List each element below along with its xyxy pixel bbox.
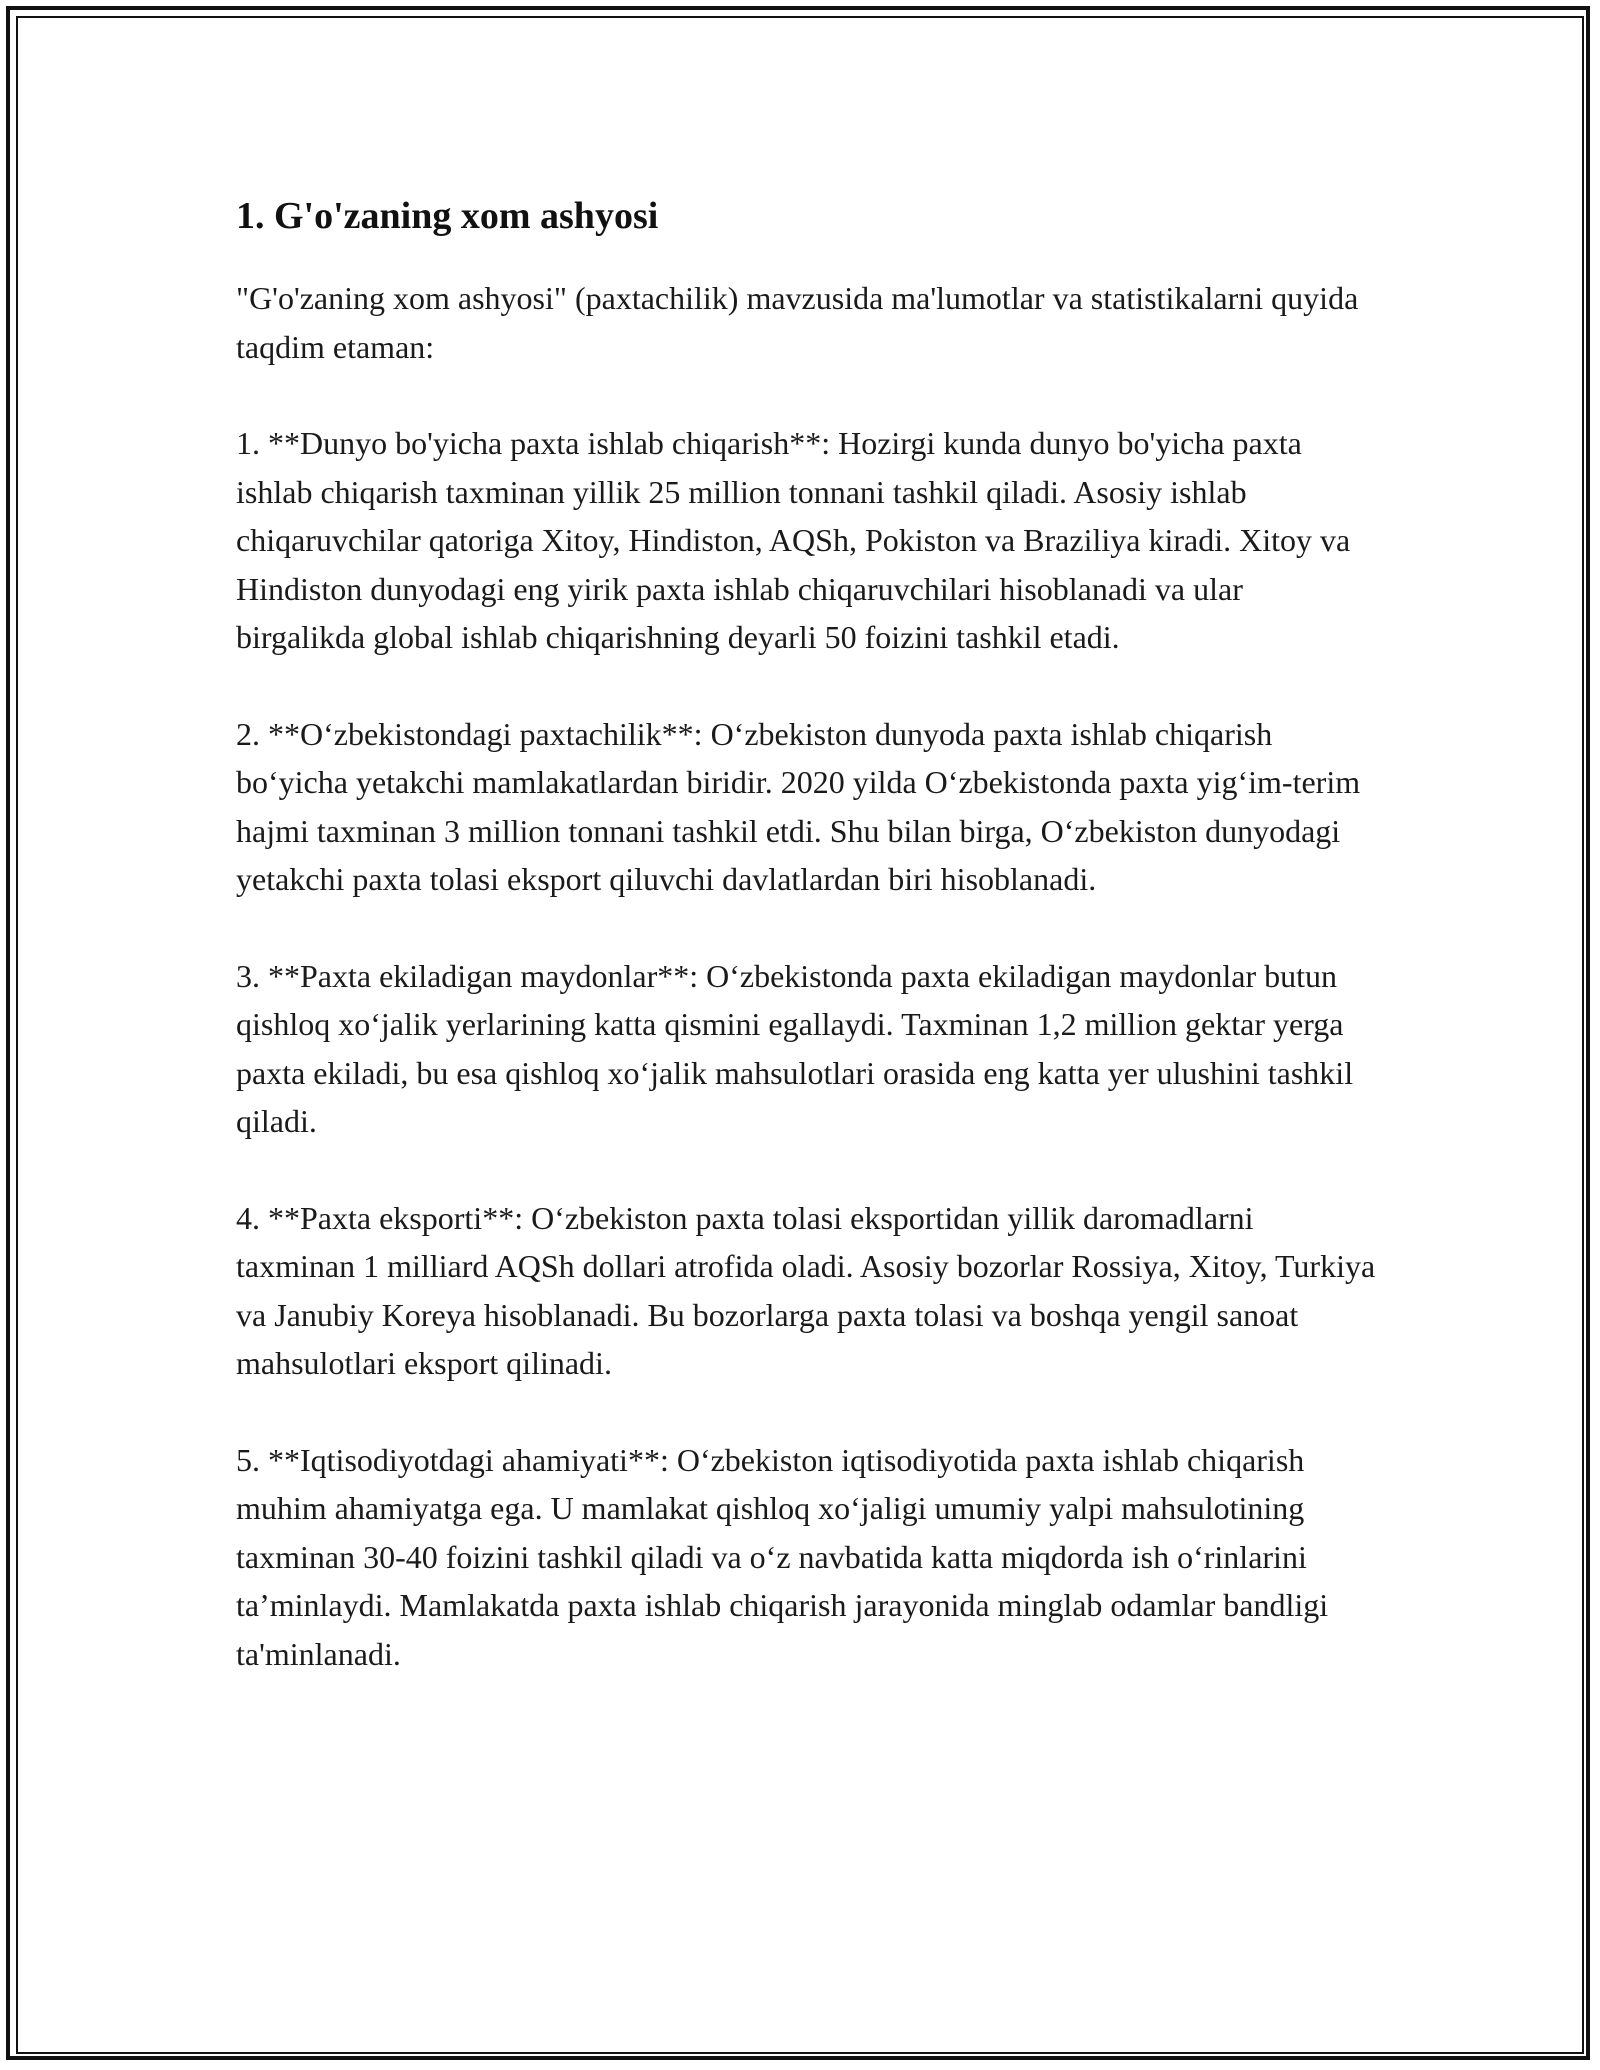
paragraph-economic-importance: 5. **Iqtisodiyotdagi ahamiyati**: O‘zbekiston iqtisodiyotida paxta ishlab chiqarish muhim ahamiyatga ega. U mamlakat qishloq xo‘jaligi umumiy yalpi mahsulotining taxminan 30-40 foizini tashkil qiladi va o‘z navbatida katta miqdorda ish o‘rinlarini ta’minlaydi. Mamlakatda paxta ishlab chiqarish jarayonida minglab odamlar bandligi ta'minlanadi. (236, 1441, 1329, 1672)
page-title: 1. G'o'zaning xom ashyosi (236, 195, 659, 237)
document-body (236, 188, 1376, 1726)
paragraph-world-production: 1. **Dunyo bo'yicha paxta ishlab chiqarish**: Hozirgi kunda dunyo bo'yicha paxta ishlab chiqarish taxminan yillik 25 million tonnani tashkil qiladi. Asosiy ishlab chiqaruvchilar qatoriga Xitoy, Hindiston, AQSh, Pokiston va Braziliya kiradi. Xitoy va Hindiston dunyodagi eng yirik paxta ishlab chiqaruvchilari hisoblanadi va ular birgalikda global ishlab chiqarishning deyarli 50 foizini tashkil etadi. (236, 425, 1351, 655)
paragraph-cotton-export: 4. **Paxta eksporti**: O‘zbekiston paxta tolasi eksportidan yillik daromadlarni taxminan 1 milliard AQSh dollari atrofida oladi. Asosiy bozorlar Rossiya, Xitoy, Turkiya va Janubiy Koreya hisoblanadi. Bu bozorlarga paxta tolasi va boshqa yengil sanoat mahsulotlari eksport qilinadi. (236, 1199, 1376, 1381)
paragraph-cotton-fields: 3. **Paxta ekiladigan maydonlar**: O‘zbekistonda paxta ekiladigan maydonlar butun qishloq xo‘jalik yerlarining katta qismini egallaydi. Taxminan 1,2 million gektar yerga paxta ekiladi, bu esa qishloq xo‘jalik mahsulotlari orasida eng katta yer ulushini tashkil qiladi. (236, 957, 1354, 1139)
paragraph-uzbekistan-cotton: 2. **O‘zbekistondagi paxtachilik**: O‘zbekiston dunyoda paxta ishlab chiqarish bo‘yicha yetakchi mamlakatlardan biridir. 2020 yilda O‘zbekistonda paxta yig‘im-terim hajmi taxminan 3 million tonnani tashkil etdi. Shu bilan birga, O‘zbekiston dunyodagi yetakchi paxta tolasi eksport qiluvchi davlatlardan biri hisoblanadi. (236, 715, 1361, 897)
intro-paragraph: "G'o'zaning xom ashyosi" (paxtachilik) mavzusida ma'lumotlar va statistikalarni quyida taqdim etaman: (236, 280, 1359, 365)
